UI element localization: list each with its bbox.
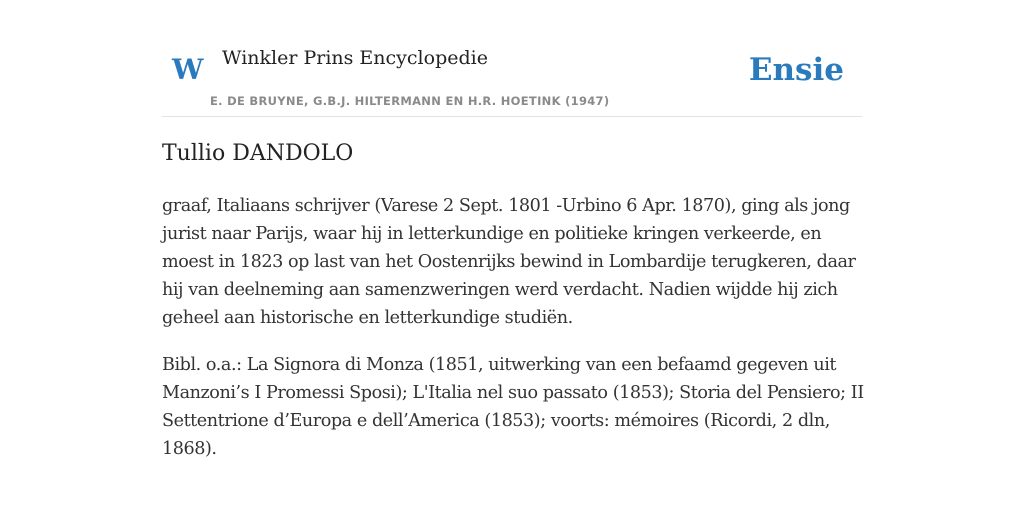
paragraph-line: moest in 1823 op last van het Oostenrijks bewind in Lombardije terugkeren, daar [162,252,856,272]
paragraph-line: Manzoni’s I Promessi Sposi); L'Italia nel suo passato (1853); Storia del Pensiero; II [162,383,864,403]
paragraph-line: Settentrione d’Europa e dell’America (1853); voorts: mémoires (Ricordi, 2 dln, [162,411,830,431]
entry-paragraph-1 [162,192,862,332]
paragraph-line: graaf, Italiaans schrijver (Varese 2 Sept. 1801 -Urbino 6 Apr. 1870), ging als jong [162,196,850,216]
paragraph-line: geheel aan historische en letterkundige studiën. [162,308,573,328]
header [162,0,862,117]
entry-paragraph-bibliography [162,351,862,463]
paragraph-line: Bibl. o.a.: La Signora di Monza (1851, uitwerking van een befaamd gegeven uit [162,355,837,375]
winkler-prins-logo-icon[interactable]: W [172,53,204,86]
source-authors: E. DE BRUYNE, G.B.J. HILTERMANN EN H.R. HOETINK (1947) [210,94,610,108]
ensie-logo-link[interactable]: Ensie [748,52,844,88]
paragraph-line: 1868). [162,439,217,459]
paragraph-line: hij van deelneming aan samenzweringen werd verdacht. Nadien wijdde hij zich [162,280,838,300]
paragraph-line: jurist naar Parijs, waar hij in letterkundige en politieke kringen verkeerde, en [162,224,822,244]
page [162,0,862,512]
entry-title: Tullio DANDOLO [162,141,354,166]
source-title[interactable]: Winkler Prins Encyclopedie [222,47,488,69]
